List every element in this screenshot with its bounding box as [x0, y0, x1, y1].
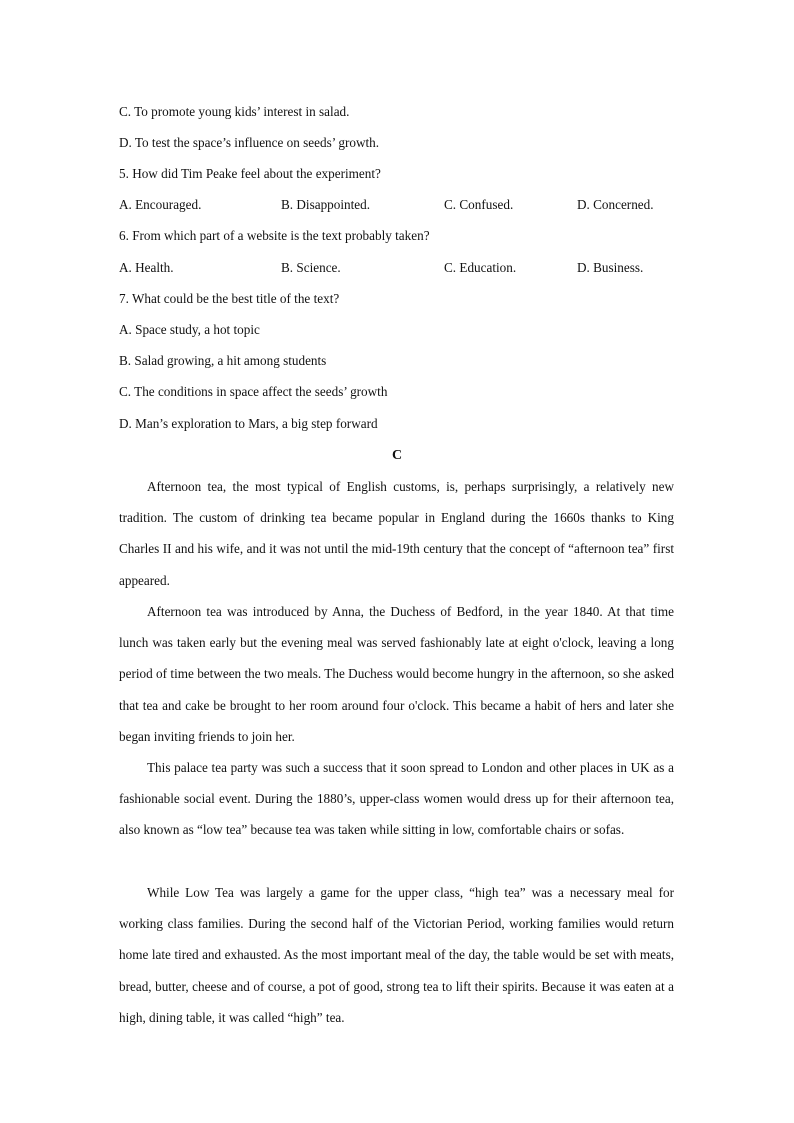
paragraph-1: Afternoon tea, the most typical of English customs, is, perhaps surprisingly, a relatively new tradition. The custom of drinking tea became popular in England during the 1660s thanks to King Charles II and his wife, and it was not until the mid-19th century that the concept of “afternoon tea” first appeared.: [119, 479, 674, 588]
q6-option-d: D. Business.: [577, 260, 644, 275]
paragraph-4: While Low Tea was largely a game for the upper class, “high tea” was a necessary meal for working class families. During the second half of the Victorian Period, working families would return home late tired and exhausted. As the most important meal of the day, the table would be set with meats, bread, butter, cheese and of course, a pot of good, strong tea to lift their spirits. Because it was eaten at a high, dining table, it was called “high” tea.: [119, 885, 674, 1025]
q5-stem: 5. How did Tim Peake feel about the experiment?: [119, 166, 381, 181]
q5-option-d: D. Concerned.: [577, 197, 654, 212]
q7-stem: 7. What could be the best title of the text?: [119, 291, 340, 306]
q7-option-d: D. Man’s exploration to Mars, a big step forward: [119, 416, 378, 431]
q6-option-c: C. Education.: [444, 260, 517, 275]
q4-option-c: C. To promote young kids’ interest in salad.: [119, 104, 350, 119]
q5-option-b: B. Disappointed.: [281, 197, 371, 212]
q7-option-c: C. The conditions in space affect the seeds’ growth: [119, 384, 388, 399]
q5-option-a: A. Encouraged.: [119, 197, 202, 212]
paragraph-3: This palace tea party was such a success that it soon spread to London and other places in UK as a fashionable social event. During the 1880’s, upper-class women would dress up for their afternoon tea, also known as “low tea” because tea was taken while sitting in low, comfortable chairs or sofas.: [119, 760, 674, 838]
q7-option-b: B. Salad growing, a hit among students: [119, 353, 327, 368]
q4-option-d: D. To test the space’s influence on seeds’ growth.: [119, 135, 380, 150]
q7-option-a: A. Space study, a hot topic: [119, 322, 260, 337]
q5-option-c: C. Confused.: [444, 197, 514, 212]
q6-options: [119, 259, 679, 277]
section-title: C: [391, 448, 403, 463]
paragraph-2: Afternoon tea was introduced by Anna, the Duchess of Bedford, in the year 1840. At that time lunch was taken early but the evening meal was served fashionably late at eight o'clock, leaving a long period of time between the two meals. The Duchess would become hungry in the afternoon, so she asked that tea and cake be brought to her room around four o'clock. This became a habit of hers and later she began inviting friends to join her.: [119, 604, 674, 744]
q6-option-a: A. Health.: [119, 260, 174, 275]
q6-option-b: B. Science.: [281, 260, 341, 275]
q6-stem: 6. From which part of a website is the text probably taken?: [119, 228, 430, 243]
q5-options: [119, 196, 679, 214]
